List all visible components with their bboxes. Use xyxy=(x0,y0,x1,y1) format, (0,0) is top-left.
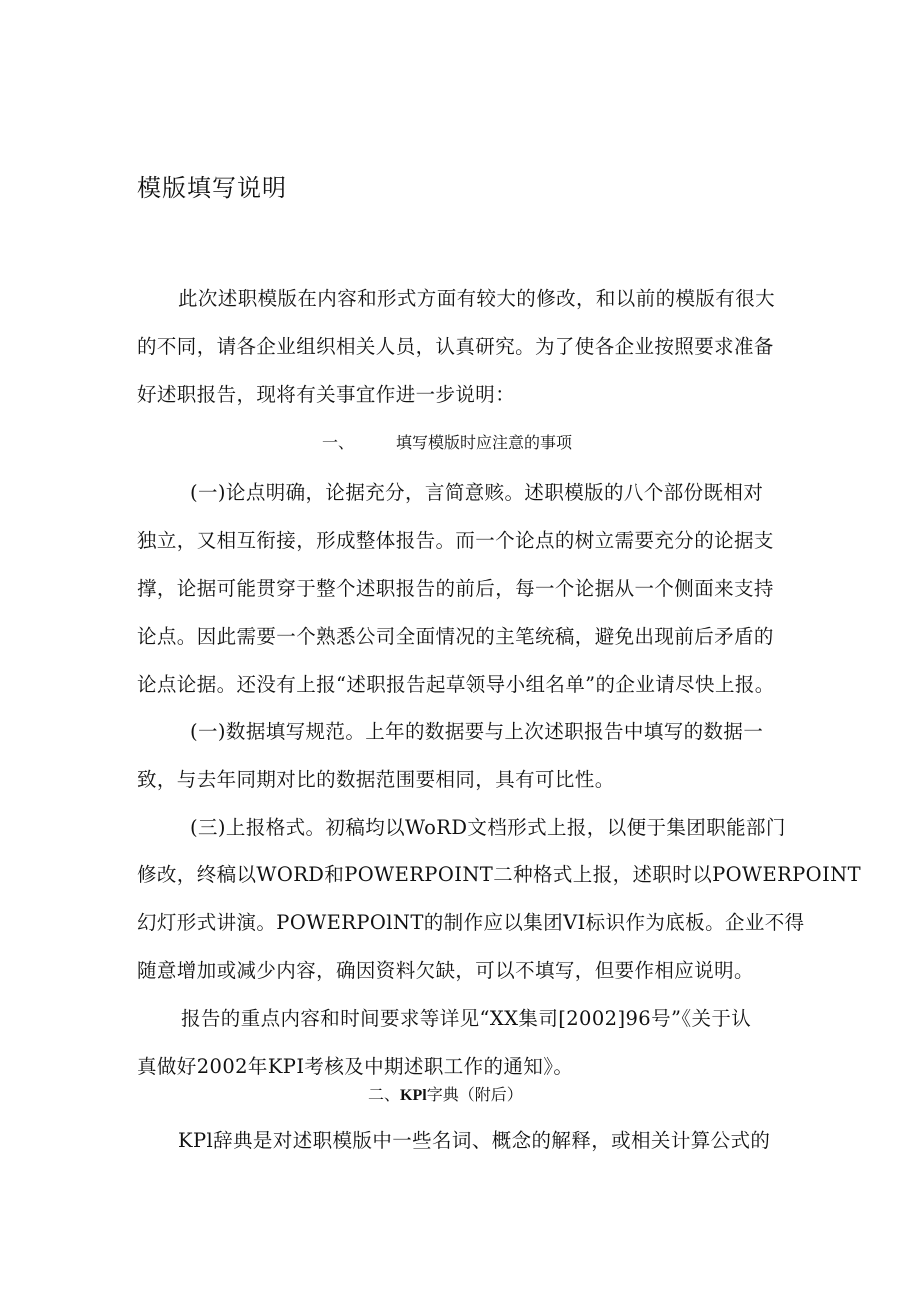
section-heading-1 xyxy=(322,432,572,454)
section-2-prefix: 二、 xyxy=(368,1085,401,1104)
item-3-line-4: 随意增加或减少内容，确因资料欠缺，可以不填写，但要作相应说明。 xyxy=(137,959,754,982)
intro-line-3: 好述职报告，现将有关事宜作进一步说明： xyxy=(137,383,516,406)
reference-line-2: 真做好2002年KPI考核及中期述职工作的通知》。 xyxy=(137,1055,574,1078)
item-1-line-5: 论点论据。还没有上报“述职报告起草领导小组名单”的企业请尽快上报。 xyxy=(137,673,775,696)
item-1-line-4: 论点。因此需要一个熟悉公司全面情况的主笔统稿，避免出现前后矛盾的 xyxy=(137,625,774,648)
section-heading-2 xyxy=(368,1084,523,1107)
item-3-line-2: 修改，终稿以WORD和POWERPOINT二种格式上报，述职时以POWERPOINT xyxy=(137,863,862,886)
intro-line-2: 的不同，请各企业组织相关人员，认真研究。为了使各企业按照要求准备 xyxy=(137,335,774,358)
item-2-line-1: (一)数据填写规范。上年的数据要与上次述职报告中填写的数据一 xyxy=(190,720,764,743)
item-1-line-1: (一)论点明确，论据充分，言简意赅。述职模版的八个部份既相对 xyxy=(190,481,764,504)
kpi-intro-line-1: KPl辞典是对述职模版中一些名词、概念的解释，或相关计算公式的 xyxy=(178,1129,771,1152)
item-3-line-1: (三)上报格式。初稿均以WoRD文档形式上报，以便于集团职能部门 xyxy=(190,816,786,839)
intro-line-1: 此次述职模版在内容和形式方面有较大的修改，和以前的模版有很大 xyxy=(178,287,776,310)
item-2-line-2: 致，与去年同期对比的数据范围要相同，具有可比性。 xyxy=(137,768,615,791)
document-title: 模版填写说明 xyxy=(137,174,287,202)
section-2-rest: 字典（附后） xyxy=(426,1085,523,1104)
item-3-line-3: 幻灯形式讲演。POWERPOlNT的制作应以集团VI标识作为底板。企业不得 xyxy=(137,911,805,934)
reference-line-1: 报告的重点内容和时间要求等详见“XX集司[2002]96号”《关于认 xyxy=(181,1007,752,1030)
section-1-title: 填写模版时应注意的事项 xyxy=(396,433,573,452)
item-1-line-3: 撑，论据可能贯穿于整个述职报告的前后，每一个论据从一个侧面来支持 xyxy=(137,577,774,600)
section-2-kpi: KPl xyxy=(400,1087,427,1104)
item-1-line-2: 独立，又相互衔接，形成整体报告。而一个论点的树立需要充分的论据支 xyxy=(137,529,774,552)
section-1-number: 一、 xyxy=(322,433,355,452)
